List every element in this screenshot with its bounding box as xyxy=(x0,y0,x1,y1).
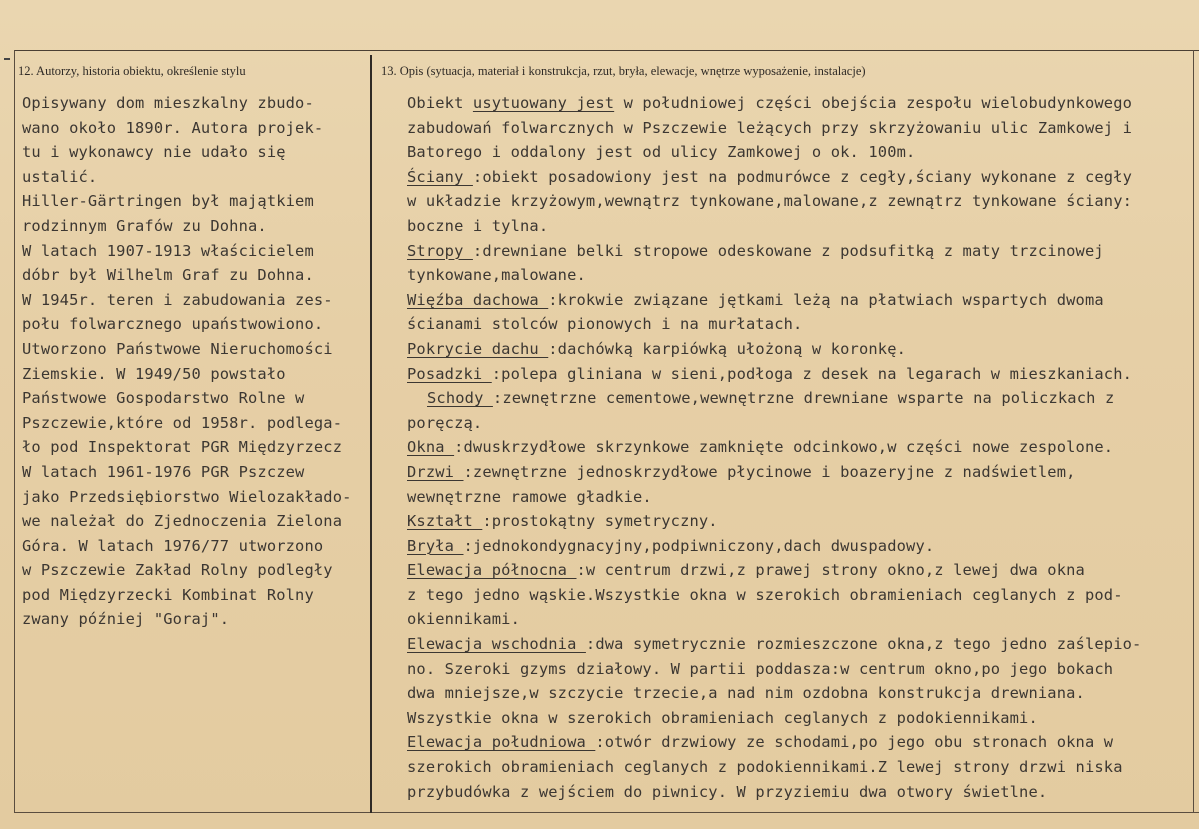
history-line: W 1945r. teren i zabudowania zes- xyxy=(22,290,333,309)
line-text: w południowej części obejścia zespołu wielobudynkowego xyxy=(614,94,1133,112)
history-line: połu folwarcznego upaństwowiono. xyxy=(22,315,324,334)
description-line xyxy=(407,214,1197,239)
underlined-phrase: usytuowany jest xyxy=(472,94,615,112)
line-text: :drewniane belki stropowe odeskowane z podsufitką z maty trzcinowej xyxy=(472,241,1104,260)
line-prefix: Obiekt xyxy=(407,94,473,112)
description-line xyxy=(407,706,1197,731)
history-line: dóbr był Wilhelm Graf zu Dohna. xyxy=(22,266,314,285)
description-line xyxy=(407,116,1197,141)
history-line: wano około 1890r. Autora projek- xyxy=(22,118,324,137)
line-text: dwa mniejsze,w szczycie trzecie,a nad nim ozdobna konstrukcja drewniana. xyxy=(407,684,1085,703)
history-line: zwany później "Goraj". xyxy=(22,610,230,629)
line-text: tynkowane,malowane. xyxy=(407,266,586,285)
description-line xyxy=(407,411,1197,436)
section-term: Schody xyxy=(427,389,493,408)
history-line: w Pszczewie Zakład Rolny podległy xyxy=(22,561,333,580)
description-line xyxy=(407,730,1197,755)
history-line: Hiller-Gärtringen był majątkiem xyxy=(22,192,314,211)
line-text: :zewnętrzne cementowe,wewnętrzne drewniane wsparte na policzkach z xyxy=(492,389,1115,408)
line-text: w układzie krzyżowym,wewnątrz tynkowane,malowane,z zewnątrz tynkowane ściany: xyxy=(407,192,1133,211)
description-line xyxy=(407,681,1197,706)
line-text: :w centrum drzwi,z prawej strony okno,z lewej dwa okna xyxy=(576,561,1085,580)
line-text: wewnętrzne ramowe gładkie. xyxy=(407,487,652,506)
line-text: boczne i tylna. xyxy=(407,216,549,235)
history-line: Pszczewie,które od 1958r. podlega- xyxy=(22,413,343,432)
line-text: :zewnętrzne jednoskrzydłowe płycinowe i boazeryjne z nadświetlem, xyxy=(463,462,1076,481)
description-line xyxy=(407,509,1197,534)
line-text: okiennikami. xyxy=(407,610,520,629)
line-text: no. Szeroki gzyms działowy. W partii poddasza:w centrum okno,po jego bokach xyxy=(407,659,1114,678)
line-text: :krokwie związane jętkami leżą na płatwiach wspartych dwoma xyxy=(548,290,1104,309)
history-line: Utworzono Państwowe Nieruchomości xyxy=(22,339,333,358)
history-line: we należał do Zjednoczenia Zielona xyxy=(22,512,343,531)
line-text: :jednokondygnacyjny,podpiwniczony,dach dwuspadowy. xyxy=(463,536,935,555)
description-line xyxy=(407,485,1197,510)
line-text: :polepa gliniana w sieni,podłoga z desek na legarach w mieszkaniach. xyxy=(491,364,1133,383)
line-text: z tego jedno wąskie.Wszystkie okna w szerokich obramieniach ceglanych z pod- xyxy=(407,585,1123,604)
description-line xyxy=(407,165,1197,190)
section-term: Pokrycie dachu xyxy=(407,339,549,358)
description-line xyxy=(407,91,1197,116)
description-line xyxy=(407,140,1197,165)
line-text: poręczą. xyxy=(407,413,483,432)
history-line: rodzinnym Grafów zu Dohna. xyxy=(22,216,267,235)
left-border-line xyxy=(14,50,15,813)
section-term: Bryła xyxy=(407,536,464,555)
history-line: tu i wykonawcy nie udało się xyxy=(22,143,286,162)
description-line xyxy=(407,189,1197,214)
section-12-header: 12. Autorzy, historia obiektu, określenie stylu xyxy=(18,64,246,78)
line-text: ścianami stolców pionowych i na murłatach. xyxy=(407,315,803,334)
line-text: :dwa symetrycznie rozmieszczone okna,z tego jedno zaślepio- xyxy=(585,635,1142,654)
line-text: zabudowań folwarcznych w Pszczewie leżących przy skrzyżowaniu ulic Zamkowej i xyxy=(407,118,1133,137)
section-term: Kształt xyxy=(407,512,483,531)
line-text: :prostokątny symetryczny. xyxy=(482,512,718,531)
history-line: Państwowe Gospodarstwo Rolne w xyxy=(22,389,305,408)
section-term: Okna xyxy=(407,438,455,457)
description-line xyxy=(407,239,1197,264)
description-line xyxy=(407,755,1197,780)
line-text: szerokich obramieniach ceglanych z podokiennikami.Z lewej strony drzwi niska xyxy=(407,758,1123,777)
description-line xyxy=(407,460,1197,485)
description-line xyxy=(407,337,1197,362)
history-line: ustalić. xyxy=(22,167,98,186)
description-line xyxy=(407,583,1197,608)
history-line: Góra. W latach 1976/77 utworzono xyxy=(22,536,324,555)
line-text: :obiekt posadowiony jest na podmurówce z cegły,ściany wykonane z cegły xyxy=(472,167,1133,186)
section-13-header: 13. Opis (sytuacja, materiał i konstrukcja, rzut, bryła, elewacje, wnętrze wyposażenie, instalacje) xyxy=(381,64,866,78)
line-text: :otwór drzwiowy ze schodami,po jego obu stronach okna w xyxy=(595,733,1114,752)
description-line xyxy=(407,312,1197,337)
column-divider xyxy=(370,55,372,813)
history-line: W latach 1907-1913 właścicielem xyxy=(22,241,314,260)
history-line: jako Przedsiębiorstwo Wielozakłado- xyxy=(22,487,352,506)
section-term: Więźba dachowa xyxy=(407,290,549,309)
description-line xyxy=(407,780,1197,805)
line-text: :dachówką karpiówką ułożoną w koronkę. xyxy=(548,339,907,358)
description-line xyxy=(407,607,1197,632)
section-term: Drzwi xyxy=(407,462,464,481)
history-line: ło pod Inspektorat PGR Międzyrzecz xyxy=(22,438,343,457)
description-line xyxy=(407,657,1197,682)
history-line: Ziemskie. W 1949/50 powstało xyxy=(22,364,286,383)
description-line xyxy=(407,435,1197,460)
history-line: pod Międzyrzecki Kombinat Rolny xyxy=(22,585,314,604)
section-term: Posadzki xyxy=(407,364,492,383)
description-line xyxy=(407,386,1197,411)
line-text: :dwuskrzydłowe skrzynkowe zamknięte odcinkowo,w części nowe zespolone. xyxy=(454,438,1114,457)
description-line xyxy=(407,288,1197,313)
history-column xyxy=(22,91,367,632)
description-line xyxy=(407,263,1197,288)
bottom-border-line xyxy=(14,812,1199,813)
section-term: Elewacja południowa xyxy=(407,733,596,752)
section-term: Ściany xyxy=(407,167,473,186)
description-line xyxy=(407,362,1197,387)
history-line: W latach 1961-1976 PGR Pszczew xyxy=(22,462,305,481)
margin-tick-mark xyxy=(4,58,10,60)
description-line xyxy=(407,558,1197,583)
line-text: przybudówka z wejściem do piwnicy. W przyziemiu dwa otwory świetlne. xyxy=(407,782,1048,801)
top-border-line xyxy=(14,50,1199,51)
line-text: Batorego i oddalony jest od ulicy Zamkowej o ok. 100m. xyxy=(407,143,916,162)
section-term: Elewacja wschodnia xyxy=(407,635,586,654)
description-line xyxy=(407,632,1197,657)
line-text: Wszystkie okna w szerokich obramieniach ceglanych z podokiennikami. xyxy=(407,708,1038,727)
description-line xyxy=(407,534,1197,559)
history-line: Opisywany dom mieszkalny zbudo- xyxy=(22,94,314,112)
section-term: Elewacja północna xyxy=(407,561,577,580)
description-column xyxy=(407,91,1197,804)
section-term: Stropy xyxy=(407,241,473,260)
